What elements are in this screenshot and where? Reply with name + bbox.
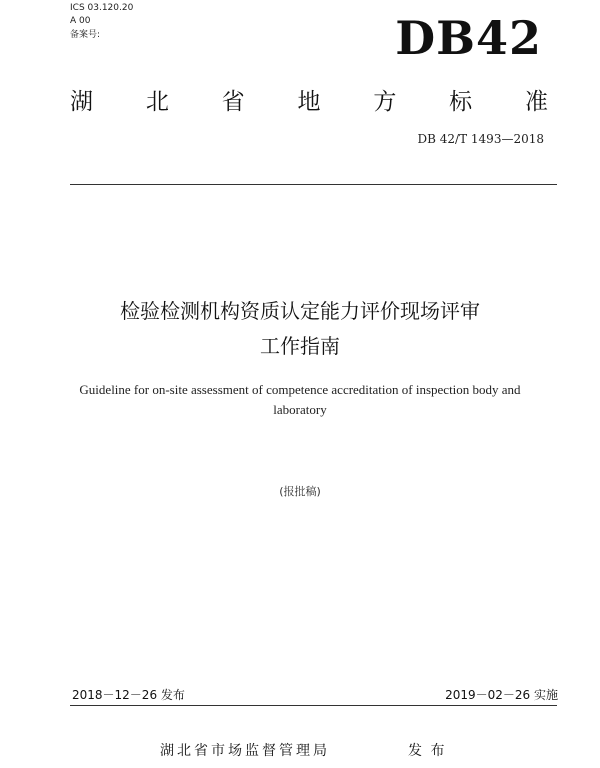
record-number-label: 备案号: [70,30,101,40]
implementation-date: 2019－02－26 实施 [445,688,558,702]
province-title-char: 湖 [70,89,93,115]
draft-status: (报批稿) [279,485,321,498]
standard-number: DB 42/T 1493—2018 [417,132,544,146]
issuing-authority: 湖北省市场监督管理局 [160,743,330,759]
english-title-line-2: laboratory [273,402,327,417]
province-title-char: 标 [449,89,473,115]
chinese-title-line-1: 检验检测机构资质认定能力评价现场评审 [120,299,480,323]
classification-code: A 00 [70,16,91,26]
chinese-title-line-2: 工作指南 [260,334,340,358]
province-title-char: 省 [221,89,245,115]
province-title-char: 方 [373,89,397,115]
top-divider [70,184,557,185]
standard-mark: DB42 [395,11,542,65]
province-title-char: 北 [145,89,169,115]
english-title-line-1: Guideline for on-site assessment of competence accreditation of inspection body and [79,382,521,397]
ics-code: ICS 03.120.20 [70,3,134,13]
issue-label: 发 布 [408,743,447,759]
province-title-char: 准 [524,89,548,115]
issue-date: 2018－12－26 发布 [72,688,185,702]
province-standard-title [70,86,548,118]
province-title-char: 地 [297,89,321,115]
bottom-divider [70,705,557,706]
